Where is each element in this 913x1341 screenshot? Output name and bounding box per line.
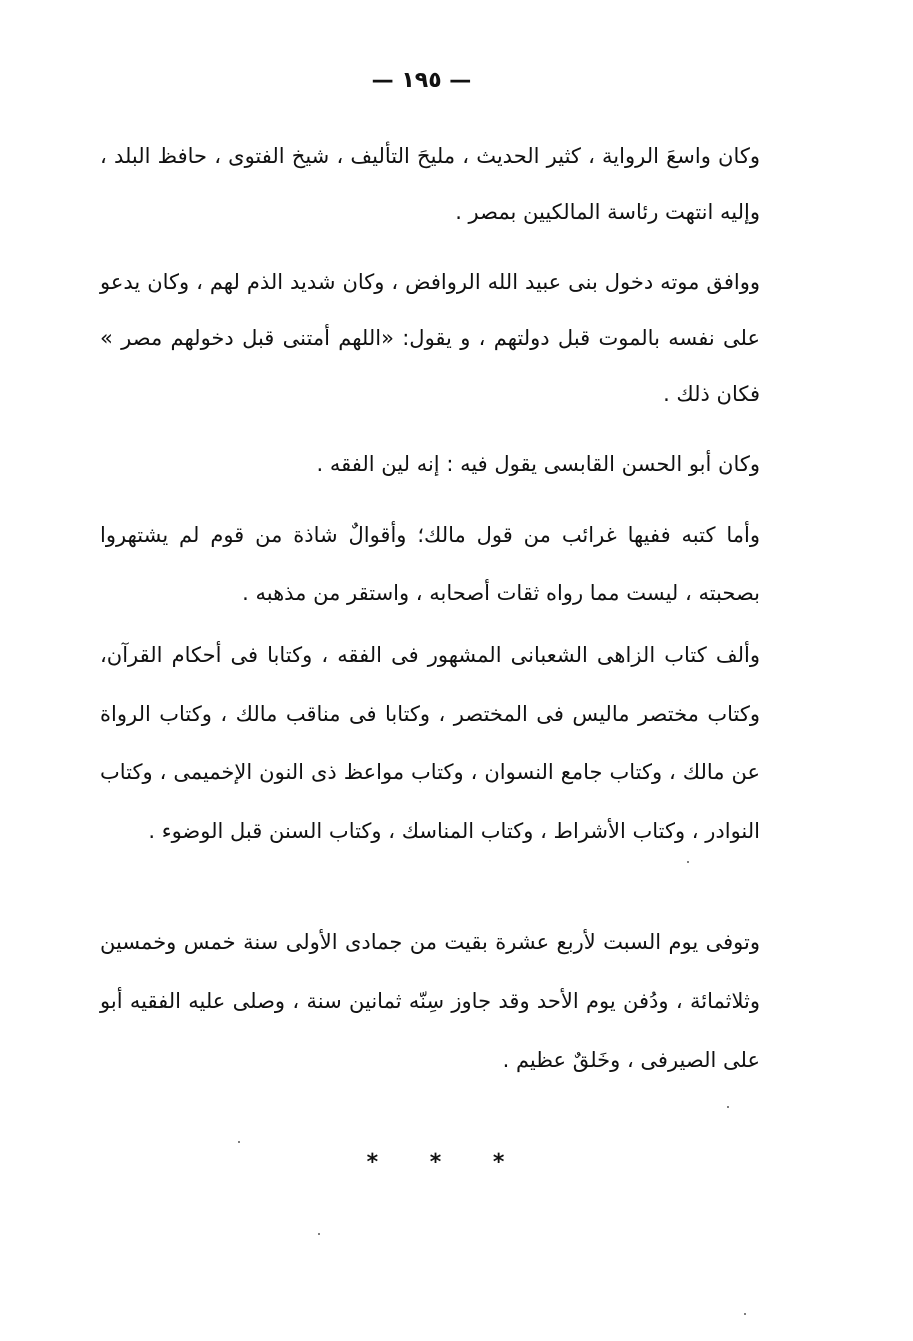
scan-speck <box>687 861 689 863</box>
scan-speck <box>727 1106 729 1108</box>
scan-speck <box>744 1313 746 1315</box>
section-end-ornament: * * * <box>366 1150 527 1175</box>
scan-speck <box>318 1233 320 1235</box>
paragraph-3 <box>100 436 760 492</box>
page-number: — ١٩٥ — <box>371 68 472 93</box>
paragraph-text: وألف كتاب الزاهى الشعبانى المشهور فى الفقه ، وكتابا فى أحكام القرآن، وكتاب مختصر ماليس فى المختصر ، وكتابا فى مناقب مالك ، وكتاب الرواة عن مالك ، وكتاب جامع النسوان ، وكتاب مواعظ ذى النون الإخميمى ، وكتاب النوادر ، وكتاب الأشراط ، وكتاب المناسك ، وكتاب السنن قبل الوضوء . <box>100 643 760 843</box>
paragraph-6 <box>100 913 760 1090</box>
scan-speck <box>238 1141 240 1143</box>
paragraph-text: وتوفى يوم السبت لأربع عشرة بقيت من جمادى الأولى سنة خمس وخمسين وثلاثمائة ، ودُفن يوم الأحد وقد جاوز سِنّه ثمانين سنة ، وصلى عليه الفقيه أبو على الصيرفى ، وخَلقٌ عظيم . <box>100 930 760 1072</box>
paragraph-5 <box>100 626 760 860</box>
paragraph-text: ووافق موته دخول بنى عبيد الله الروافض ، وكان شديد الذم لهم ، وكان يدعو على نفسه بالموت قبل دولتهم ، و يقول: «اللهم أمتنى قبل دخولهم مصر » فكان ذلك . <box>100 270 760 406</box>
paragraph-text: وكان واسعَ الرواية ، كثير الحديث ، مليحَ التأليف ، شيخ الفتوى ، حافظ البلد ، وإليه انتهت رئاسة المالكيين بمصر . <box>100 144 760 224</box>
paragraph-text: وأما كتبه ففيها غرائب من قول مالك؛ وأقوالٌ شاذة من قوم لم يشتهروا بصحبته ، ليست مما رواه ثقات أصحابه ، واستقر من مذهبه . <box>100 523 760 605</box>
paragraph-text: وكان أبو الحسن القابسى يقول فيه : إنه لين الفقه . <box>316 452 760 476</box>
paragraph-1 <box>100 128 760 240</box>
paragraph-2 <box>100 254 760 422</box>
paragraph-4 <box>100 506 760 622</box>
